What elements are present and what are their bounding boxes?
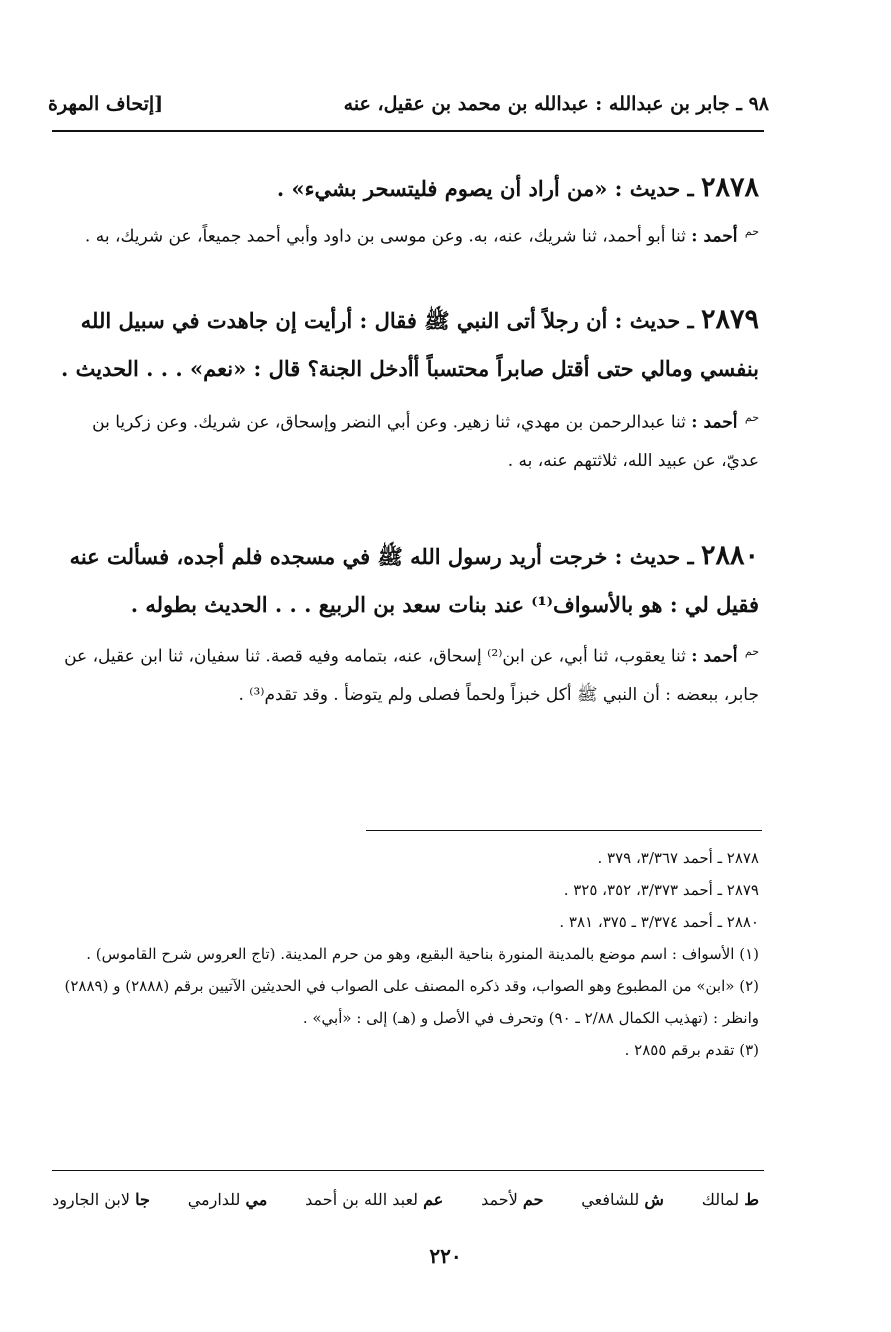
footnote-note: (٢) «ابن» من المطبوع وهو الصواب، وقد ذكره المصنف على الصواب في الحديثين الآتيين برقم (٢٨٨٨) و (٢٨٨٩) وانظر : (تهذيب الكمال ٢/٨٨ ـ ٩٠) وتحرف في الأصل و (هـ) إلى : «أبي» . [64, 977, 759, 1027]
sigla-label: لمالك [701, 1189, 740, 1209]
hadith-text: ـ حديث : أن رجلاً أتى النبي ﷺ فقال : أرأيت إن جاهدت في سبيل الله بنفسي ومالي حتى أقتل صابراً محتسباً أأدخل الجنة؟ قال : «نعم» . . . الحديث . [60, 308, 759, 381]
hadith-number: ٢٨٧٩ [700, 304, 759, 335]
hadith-text: ـ حديث : خرجت أريد رسول الله ﷺ في مسجده فلم أجده، فسألت عنه فقيل لي : هو بالأسواف⁽¹⁾ عند بنات سعد بن الربيع . . . الحديث بطوله . [69, 544, 759, 617]
footnote-note: (١) الأسواف : اسم موضع بالمدينة المنورة بناحية البقيع، وهو من حرم المدينة. (تاج العروس شرح القاموس) . [86, 945, 759, 963]
sigla-item [188, 1190, 268, 1209]
sigla-code: مي [245, 1189, 268, 1209]
sigla-code: عم [423, 1189, 444, 1209]
sigla-label: لعبد الله بن أحمد [305, 1189, 419, 1209]
sigla-item [52, 1190, 150, 1209]
sigla-code: ط [744, 1189, 759, 1209]
sigla-label: لابن الجارود [52, 1189, 131, 1209]
sigla-item [581, 1190, 664, 1209]
hadith-entry-2879 [52, 296, 759, 480]
running-header [48, 84, 769, 124]
footnote-separator [366, 830, 762, 831]
sigla-legend [52, 1182, 759, 1216]
sigla-item [481, 1190, 543, 1209]
source-symbol: حم [744, 225, 759, 238]
sigla-code: حم [522, 1189, 544, 1209]
source-lead: أحمد : [691, 412, 738, 433]
footnotes [52, 842, 759, 1066]
hadith-entry-2878 [52, 164, 759, 256]
footnote-note: (٣) تقدم برقم ٢٨٥٥ . [624, 1041, 759, 1059]
hadith-source [52, 213, 759, 256]
hadith-title [52, 296, 759, 393]
hadith-title [52, 164, 759, 213]
footnote-reference: ٢٨٧٩ ـ أحمد ٣/٣٧٣، ٣٥٢، ٣٢٥ . [563, 881, 759, 899]
header-rule [52, 130, 764, 132]
hadith-source [52, 399, 759, 480]
source-lead: أحمد : [691, 646, 738, 667]
source-symbol: حم [744, 645, 759, 658]
sigla-code: ش [644, 1189, 664, 1209]
source-text: ثنا يعقوب، ثنا أبي، عن ابن⁽²⁾ إسحاق، عنه، بتمامه وفيه قصة. ثنا سفيان، ثنا ابن عقيل، عن جابر، ببعضه : أن النبي ﷺ أكل خبزاً ولحماً فصلى ولم يتوضأ . وقد تقدم⁽³⁾ . [64, 646, 759, 705]
sigla-rule [52, 1170, 764, 1171]
sigla-label: للدارمي [187, 1189, 241, 1209]
sigla-code: جا [135, 1189, 150, 1209]
source-text: ثنا عبدالرحمن بن مهدي، ثنا زهير. وعن أبي النضر وإسحاق، عن شريك. وعن زكريا بن عديّ، عن عبيد الله، ثلاثتهم عنه، به . [92, 412, 759, 471]
header-book-title: [إتحاف المهرة [48, 93, 164, 115]
source-symbol: حم [744, 411, 759, 424]
sigla-label: لأحمد [481, 1189, 518, 1209]
header-title: ٩٨ ـ جابر بن عبدالله : عبدالله بن محمد بن عقيل، عنه [343, 93, 769, 115]
page-number: ٢٢٠ [429, 1244, 462, 1268]
hadith-title [52, 532, 759, 629]
sigla-item [305, 1190, 443, 1209]
source-text: ثنا أبو أحمد، ثنا شريك، عنه، به. وعن موسى بن داود وأبي أحمد جميعاً، عن شريك، به . [84, 226, 686, 247]
footnote-reference: ٢٨٧٨ ـ أحمد ٣/٣٦٧، ٣٧٩ . [597, 849, 759, 867]
source-lead: أحمد : [691, 226, 738, 247]
hadith-number: ٢٨٧٨ [700, 172, 759, 203]
sigla-item [702, 1190, 759, 1209]
footnote-reference: ٢٨٨٠ ـ أحمد ٣/٣٧٤ ـ ٣٧٥، ٣٨١ . [559, 913, 759, 931]
hadith-number: ٢٨٨٠ [700, 540, 759, 571]
hadith-text: ـ حديث : «من أراد أن يصوم فليتسحر بشيء» . [276, 176, 694, 201]
sigla-label: للشافعي [581, 1189, 640, 1209]
hadith-source [52, 633, 759, 714]
hadith-entry-2880 [52, 532, 759, 714]
